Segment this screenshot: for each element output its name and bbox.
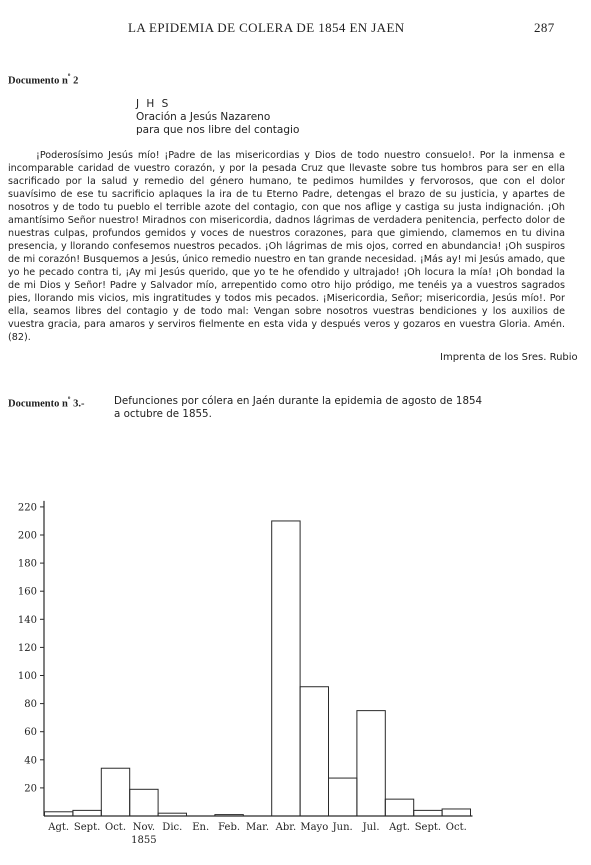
y-tick-label: 60 [24, 727, 37, 739]
running-title: LA EPIDEMIA DE COLERA DE 1854 EN JAEN [128, 20, 405, 35]
bar-abr-8 [272, 521, 300, 816]
prayer-subtitle: para que nos libre del contagio [136, 124, 300, 136]
x-tick-label: Jul. [362, 822, 380, 833]
document-3-label [8, 395, 84, 410]
bar-nov-3 [130, 789, 158, 816]
prayer-body-text: ¡Poderosísimo Jesús mío! ¡Padre de las misericordias y Dios de todo nuestro consuelo!. Por la inmensa e incomparable caridad de vuestro corazón, y por la pesada Cruz que llevaste sobre tus hombros para ser en ella sacrificado por la salud y remedio del género humano, te pedimos humildes y fervorosos, que con el dolor suavísimo de ese tu sacrificio aplaques la ira de tu Eterno Padre, detengas el brazo de su justicia, y apartes de nosotros y de todo tu pueblo el terrible azote del contagio, con que nos aflige y castiga su justa indignación. ¡Oh amantísimo Señor nuestro! Miradnos con misericordia, dadnos lágrimas de verdadera penitencia, perfecto dolor de nuestras culpas, profundos gemidos y voces de nuestros corazones, para que gimiendo, clamemos en tu divina presencia, y llorando confesemos nuestros pecados. ¡Oh lágrimas de mis ojos, corred en abundancia! ¡Oh suspiros de mi corazón! Busquemos a Jesús, único remedio nuestro en tan grande necesidad. ¡Más ay! mi Jesús amado, que yo he pecado contra ti, ¡Ay mi Jesús querido, que yo te he ofendido y ultrajado! ¡Oh locura la mía! ¡Oh bondad la de mi Dios y Señor! Padre y Salvador mío, arrepentido como otro hijo pródigo, me tenéis ya a vuestros sagrados pies, llorando mis vicios, mis ingratitudes y todos mis pecados. ¡Misericordia, Señor; misericordia, Jesús mío!. Por ella, seamos libres del contagio y de todo mal: Vengan sobre nosotros vuestras bendiciones y los auxilios de vuestra gracia, para amaros y serviros fielmente en esta vida y después veros y gozaros en vuestra Gloria. Amén. (82). [8, 150, 565, 343]
bar-sept-13 [414, 810, 442, 816]
document-3-label-number: 3.- [70, 398, 85, 410]
prayer-monogram: J H S [136, 98, 171, 110]
y-axis [18, 501, 44, 816]
chart-caption-line-1: Defunciones por cólera en Jaén durante la epidemia de agosto de 1854 [114, 395, 483, 407]
bar-agt-12 [385, 799, 413, 816]
x-axis-labels [47, 822, 467, 846]
document-3-label-text: Documento n [8, 398, 68, 410]
y-tick-label: 160 [17, 586, 37, 598]
bar-agt-0 [45, 812, 73, 816]
bar-mayo-9 [300, 687, 328, 816]
y-tick-label: 220 [17, 502, 37, 514]
page-number: 287 [534, 20, 555, 35]
document-2-label-text: Documento n [8, 75, 68, 87]
prayer-title: Oración a Jesús Nazareno [136, 111, 271, 123]
x-tick-label: Sept. [73, 822, 101, 833]
x-tick-label: Agt. [389, 822, 410, 833]
printer-credit: Imprenta de los Sres. Rubio [440, 352, 578, 363]
bar-oct-14 [442, 809, 470, 816]
x-tick-label: Nov. [132, 822, 156, 833]
y-tick-label: 200 [17, 530, 37, 542]
document-3-label-sup: º [67, 395, 71, 404]
bars [44, 521, 473, 816]
deaths-bar-chart [0, 470, 591, 865]
chart-caption [114, 395, 534, 421]
x-tick-label: Feb. [218, 822, 241, 833]
y-tick-label: 120 [17, 642, 37, 654]
bar-jul-11 [357, 711, 385, 816]
x-tick-label: En. [192, 822, 210, 833]
bar-oct-2 [101, 768, 129, 816]
y-tick-label: 180 [17, 558, 37, 570]
document-2-label-number: 2 [70, 75, 79, 87]
y-tick-label: 20 [24, 783, 37, 795]
x-tick-label: Sept. [414, 822, 442, 833]
x-tick-label: Mayo [300, 822, 329, 833]
document-2-label [8, 72, 78, 87]
y-tick-label: 40 [24, 755, 37, 767]
x-tick-label: Oct. [105, 822, 126, 833]
x-tick-label: Mar. [245, 822, 270, 833]
x-tick-label: Dic. [162, 822, 183, 833]
x-tick-label: Oct. [445, 822, 467, 833]
document-2-label-sup: º [67, 72, 71, 81]
x-tick-label: Abr. [275, 822, 297, 833]
y-tick-label: 140 [17, 614, 37, 626]
prayer-header [136, 98, 299, 137]
y-tick-label: 80 [24, 699, 37, 711]
year-marker-label: 1855 [131, 835, 157, 846]
bar-sept-1 [73, 810, 101, 816]
chart-caption-line-2: a octubre de 1855. [114, 408, 212, 420]
x-tick-label: Agt. [48, 822, 70, 833]
x-tick-label: Jun. [332, 822, 353, 833]
bar-jun-10 [329, 778, 357, 816]
y-tick-label: 100 [17, 671, 37, 682]
